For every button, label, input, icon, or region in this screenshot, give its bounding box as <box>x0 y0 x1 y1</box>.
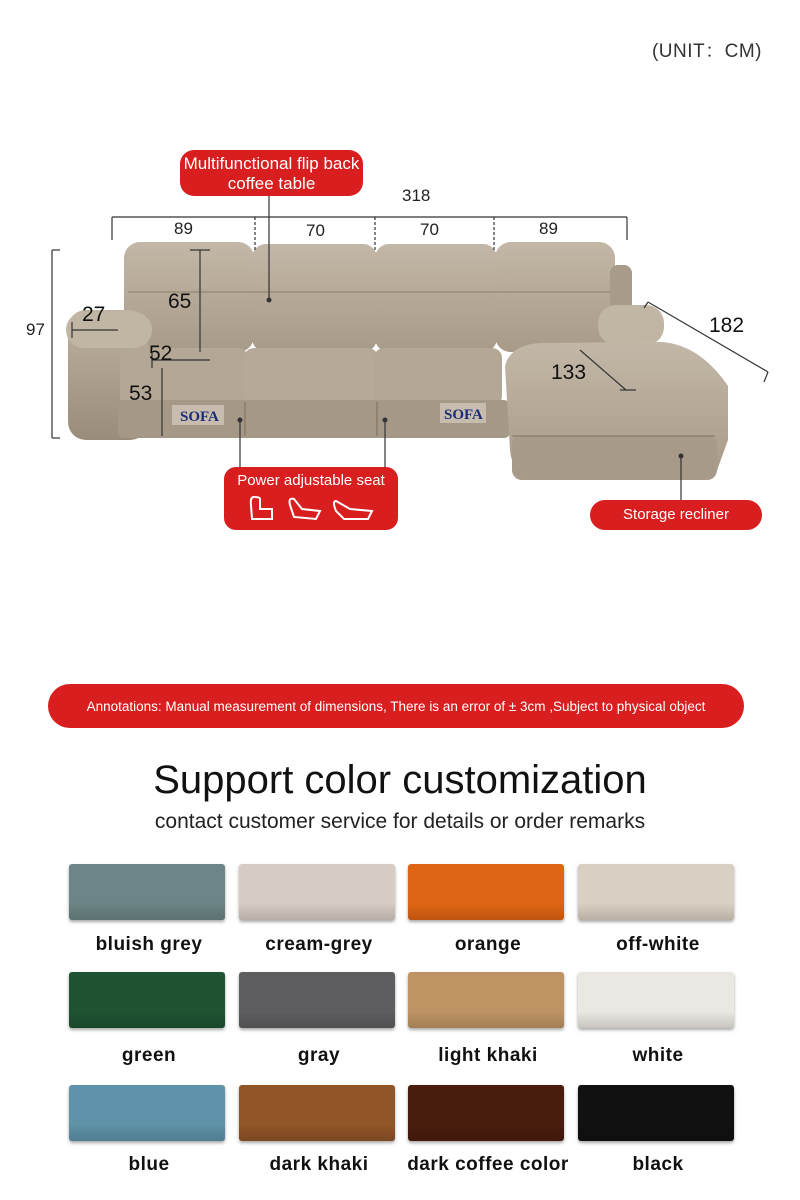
swatch-dark-khaki[interactable] <box>239 1085 395 1141</box>
sofa-diagram <box>0 130 800 550</box>
dim-chaise-width: 133 <box>551 361 587 384</box>
dim-seat-depth: 52 <box>149 342 173 365</box>
recliner-positions-icon <box>246 493 376 525</box>
dim-seat3-width: 70 <box>420 220 439 239</box>
sofa-badge-1: SOFA <box>180 409 219 425</box>
dim-seat4-width: 89 <box>539 219 558 238</box>
swatch-label: light khaki <box>438 1045 538 1066</box>
annotation-note: Annotations: Manual measurement of dimensions, There is an error of ± 3cm ,Subject to physical object <box>48 684 744 728</box>
swatch-cream-grey[interactable] <box>239 864 395 920</box>
swatch-white[interactable] <box>578 972 734 1028</box>
dim-seat-height: 53 <box>129 382 153 405</box>
page-subtitle: contact customer service for details or order remarks <box>154 810 646 833</box>
swatch-label: gray <box>297 1045 341 1066</box>
dim-chaise-length: 182 <box>709 314 745 337</box>
callout-power-seat-label: Power adjustable seat <box>237 472 385 489</box>
swatch-label: blue <box>128 1154 170 1175</box>
back-cushion-3 <box>375 244 497 352</box>
swatch-label: bluish grey <box>95 934 203 955</box>
callout-power-seat <box>224 467 398 530</box>
swatch-label: white <box>632 1045 684 1066</box>
right-arm <box>598 305 664 345</box>
back-cushion-2 <box>252 244 377 352</box>
dim-seat2-width: 70 <box>306 221 325 240</box>
sofa-badge-2: SOFA <box>444 407 483 423</box>
swatch-label: black <box>632 1154 684 1175</box>
swatch-label: dark khaki <box>269 1154 369 1175</box>
swatch-blue[interactable] <box>69 1085 225 1141</box>
swatch-bluish-grey[interactable] <box>69 864 225 920</box>
callout-storage: Storage recliner <box>590 500 762 530</box>
swatch-gray[interactable] <box>239 972 395 1028</box>
back-cushion-4 <box>495 242 615 352</box>
swatch-orange[interactable] <box>408 864 564 920</box>
seat-2 <box>244 348 378 406</box>
page-title: Support color customization <box>153 758 647 802</box>
swatch-off-white[interactable] <box>578 864 734 920</box>
dim-seat1-width: 89 <box>174 219 193 238</box>
dim-height: 97 <box>26 320 45 339</box>
swatch-green[interactable] <box>69 972 225 1028</box>
swatch-label: green <box>121 1045 177 1066</box>
dim-back-height: 65 <box>168 290 192 313</box>
swatch-label: cream-grey <box>265 934 373 955</box>
swatch-label: off-white <box>616 934 700 955</box>
dim-arm-width: 27 <box>82 303 106 326</box>
swatch-black[interactable] <box>578 1085 734 1141</box>
callout-coffee-table: Multifunctional flip back coffee table <box>180 150 363 196</box>
unit-label: (UNIT：CM) <box>651 41 762 62</box>
swatch-dark-coffee[interactable] <box>408 1085 564 1141</box>
swatch-light-khaki[interactable] <box>408 972 564 1028</box>
swatch-label: dark coffee color <box>407 1154 569 1175</box>
swatch-label: orange <box>454 934 522 955</box>
seat-3 <box>374 348 502 406</box>
dim-total-width: 318 <box>402 186 431 205</box>
